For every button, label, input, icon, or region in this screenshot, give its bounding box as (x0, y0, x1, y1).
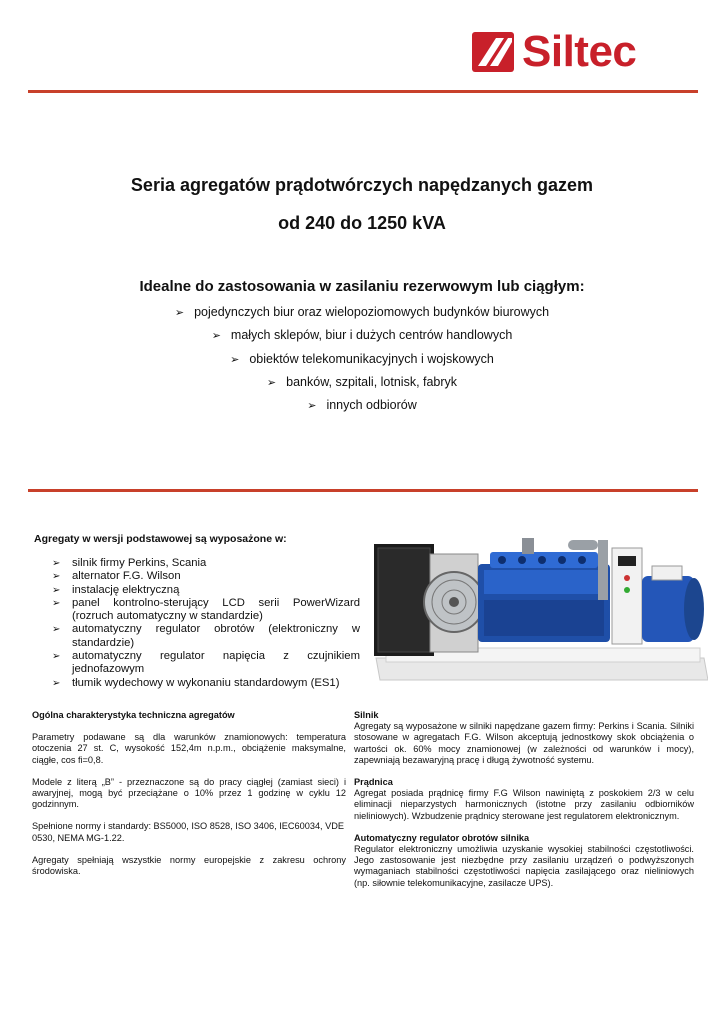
arrow-bullet-icon: ➢ (230, 353, 240, 366)
paragraph: Modele z literą „B” - przeznaczone są do pracy ciągłej (zamiast sieci) i awaryjnej, mogą być przeciążane o 10% przez 1 godzinę w cyklu 12 godzinnym. (32, 776, 346, 810)
applications-heading: Idealne do zastosowania w zasilaniu rezerwowym lub ciągłym: (139, 278, 585, 295)
components-column (354, 710, 694, 889)
middle-divider (28, 489, 698, 492)
generator-image (372, 530, 708, 686)
arrow-bullet-icon: ➢ (52, 597, 61, 609)
general-characteristics-column (32, 710, 346, 877)
paragraph: Parametry podawane są dla warunków znamionowych: temperatura otoczenia 27 st. C, wysokość 152,4m n.p.m., obciążenie maksymalne, ciągłe, cos fi=0,8. (32, 732, 346, 765)
list-item: ➢ małych sklepów, biur i dużych centrów handlowych (211, 328, 513, 343)
brand-name: Siltec (522, 27, 637, 76)
list-item: ➢ automatyczny regulator napięcia z czujnikiem jednofazowym (52, 650, 360, 676)
general-characteristics-heading: Ogólna charakterystyka techniczna agregatów (32, 710, 235, 720)
siltec-logo (472, 28, 696, 76)
list-item: ➢ automatyczny regulator obrotów (elektroniczny w standardzie) (52, 623, 360, 649)
arrow-bullet-icon: ➢ (211, 330, 221, 343)
list-item: ➢ instalację elektryczną (52, 583, 180, 596)
arrow-bullet-icon: ➢ (52, 571, 61, 583)
page-subtitle-range: od 240 do 1250 kVA (278, 213, 446, 233)
applications-list (0, 304, 724, 420)
speed-regulator-text: Regulator elektroniczny umożliwia uzyskanie wysokiej stabilności częstotliwości. Jego zastosowanie jest niezbędne przy zasilaniu urządzeń o podwyższonych wymaganiach stabilności częstotliwości napięcia zasilającego oraz nieliniowych (np. siłownie telekomunikacyjne, zasilacze UPS). (354, 844, 694, 888)
arrow-bullet-icon: ➢ (266, 376, 277, 389)
page-title: Seria agregatów prądotwórczych napędzanych gazem (130, 175, 594, 195)
arrow-bullet-icon: ➢ (174, 307, 185, 319)
speed-regulator-heading: Automatyczny regulator obrotów silnika (354, 832, 530, 843)
arrow-bullet-icon: ➢ (52, 624, 61, 636)
list-item: ➢ alternator F.G. Wilson (52, 570, 181, 583)
alternator-text: Agregat posiada prądnicę firmy F.G Wilson nawiniętą z poskokiem 2/3 w celu eliminacji nieparzystych harmonicznych (istotne przy zasilaniu odbiorników nieliniowych). Wzbudzenie prądnicy sterowane jest regulatorem elektronicznym. (354, 788, 694, 821)
alternator-heading: Prądnica (354, 777, 393, 788)
arrow-bullet-icon: ➢ (307, 400, 317, 413)
arrow-bullet-icon: ➢ (52, 558, 61, 569)
list-item: ➢ silnik firmy Perkins, Scania (52, 557, 207, 569)
engine-text: Agregaty są wyposażone w silniki napędzane gazem firmy: Perkins i Scania. Silniki stosowane w agregatach F.G. Wilson akceptują jednostkowy skok obciążenia o wartości ok. 60% mocy znamionowej (w zależności od warunków i mocy), zapewniają bezawaryjną pracę i długą żywotność systemu. (354, 721, 694, 765)
siltec-logo-icon (472, 30, 516, 74)
list-item: ➢ innych odbiorów (307, 398, 417, 413)
list-item: ➢ panel kontrolno-sterujący LCD serii PowerWizard (rozruch automatyczny w standardzie) (52, 596, 360, 623)
list-item: ➢ pojedynczych biur oraz wielopoziomowych budynków biurowych (174, 305, 550, 319)
equipment-heading: Agregaty w wersji podstawowej są wyposażone w: (34, 533, 287, 545)
top-divider (28, 90, 698, 93)
list-item: ➢ banków, szpitali, lotnisk, fabryk (266, 374, 458, 389)
arrow-bullet-icon: ➢ (52, 651, 61, 663)
engine-heading: Silnik (354, 710, 379, 720)
paragraph: Agregaty spełniają wszystkie normy europejskie z zakresu ochrony środowiska. (32, 854, 346, 877)
list-item: ➢ tłumik wydechowy w wykonaniu standardowym (ES1) (52, 676, 340, 689)
equipment-list (52, 557, 360, 690)
arrow-bullet-icon: ➢ (52, 677, 61, 689)
paragraph: Spełnione normy i standardy: BS5000, ISO 8528, ISO 3406, IEC60034, VDE 0530, NEMA MG-1.22. (32, 821, 345, 843)
arrow-bullet-icon: ➢ (52, 584, 61, 596)
list-item: ➢ obiektów telekomunikacyjnych i wojskowych (230, 351, 494, 366)
